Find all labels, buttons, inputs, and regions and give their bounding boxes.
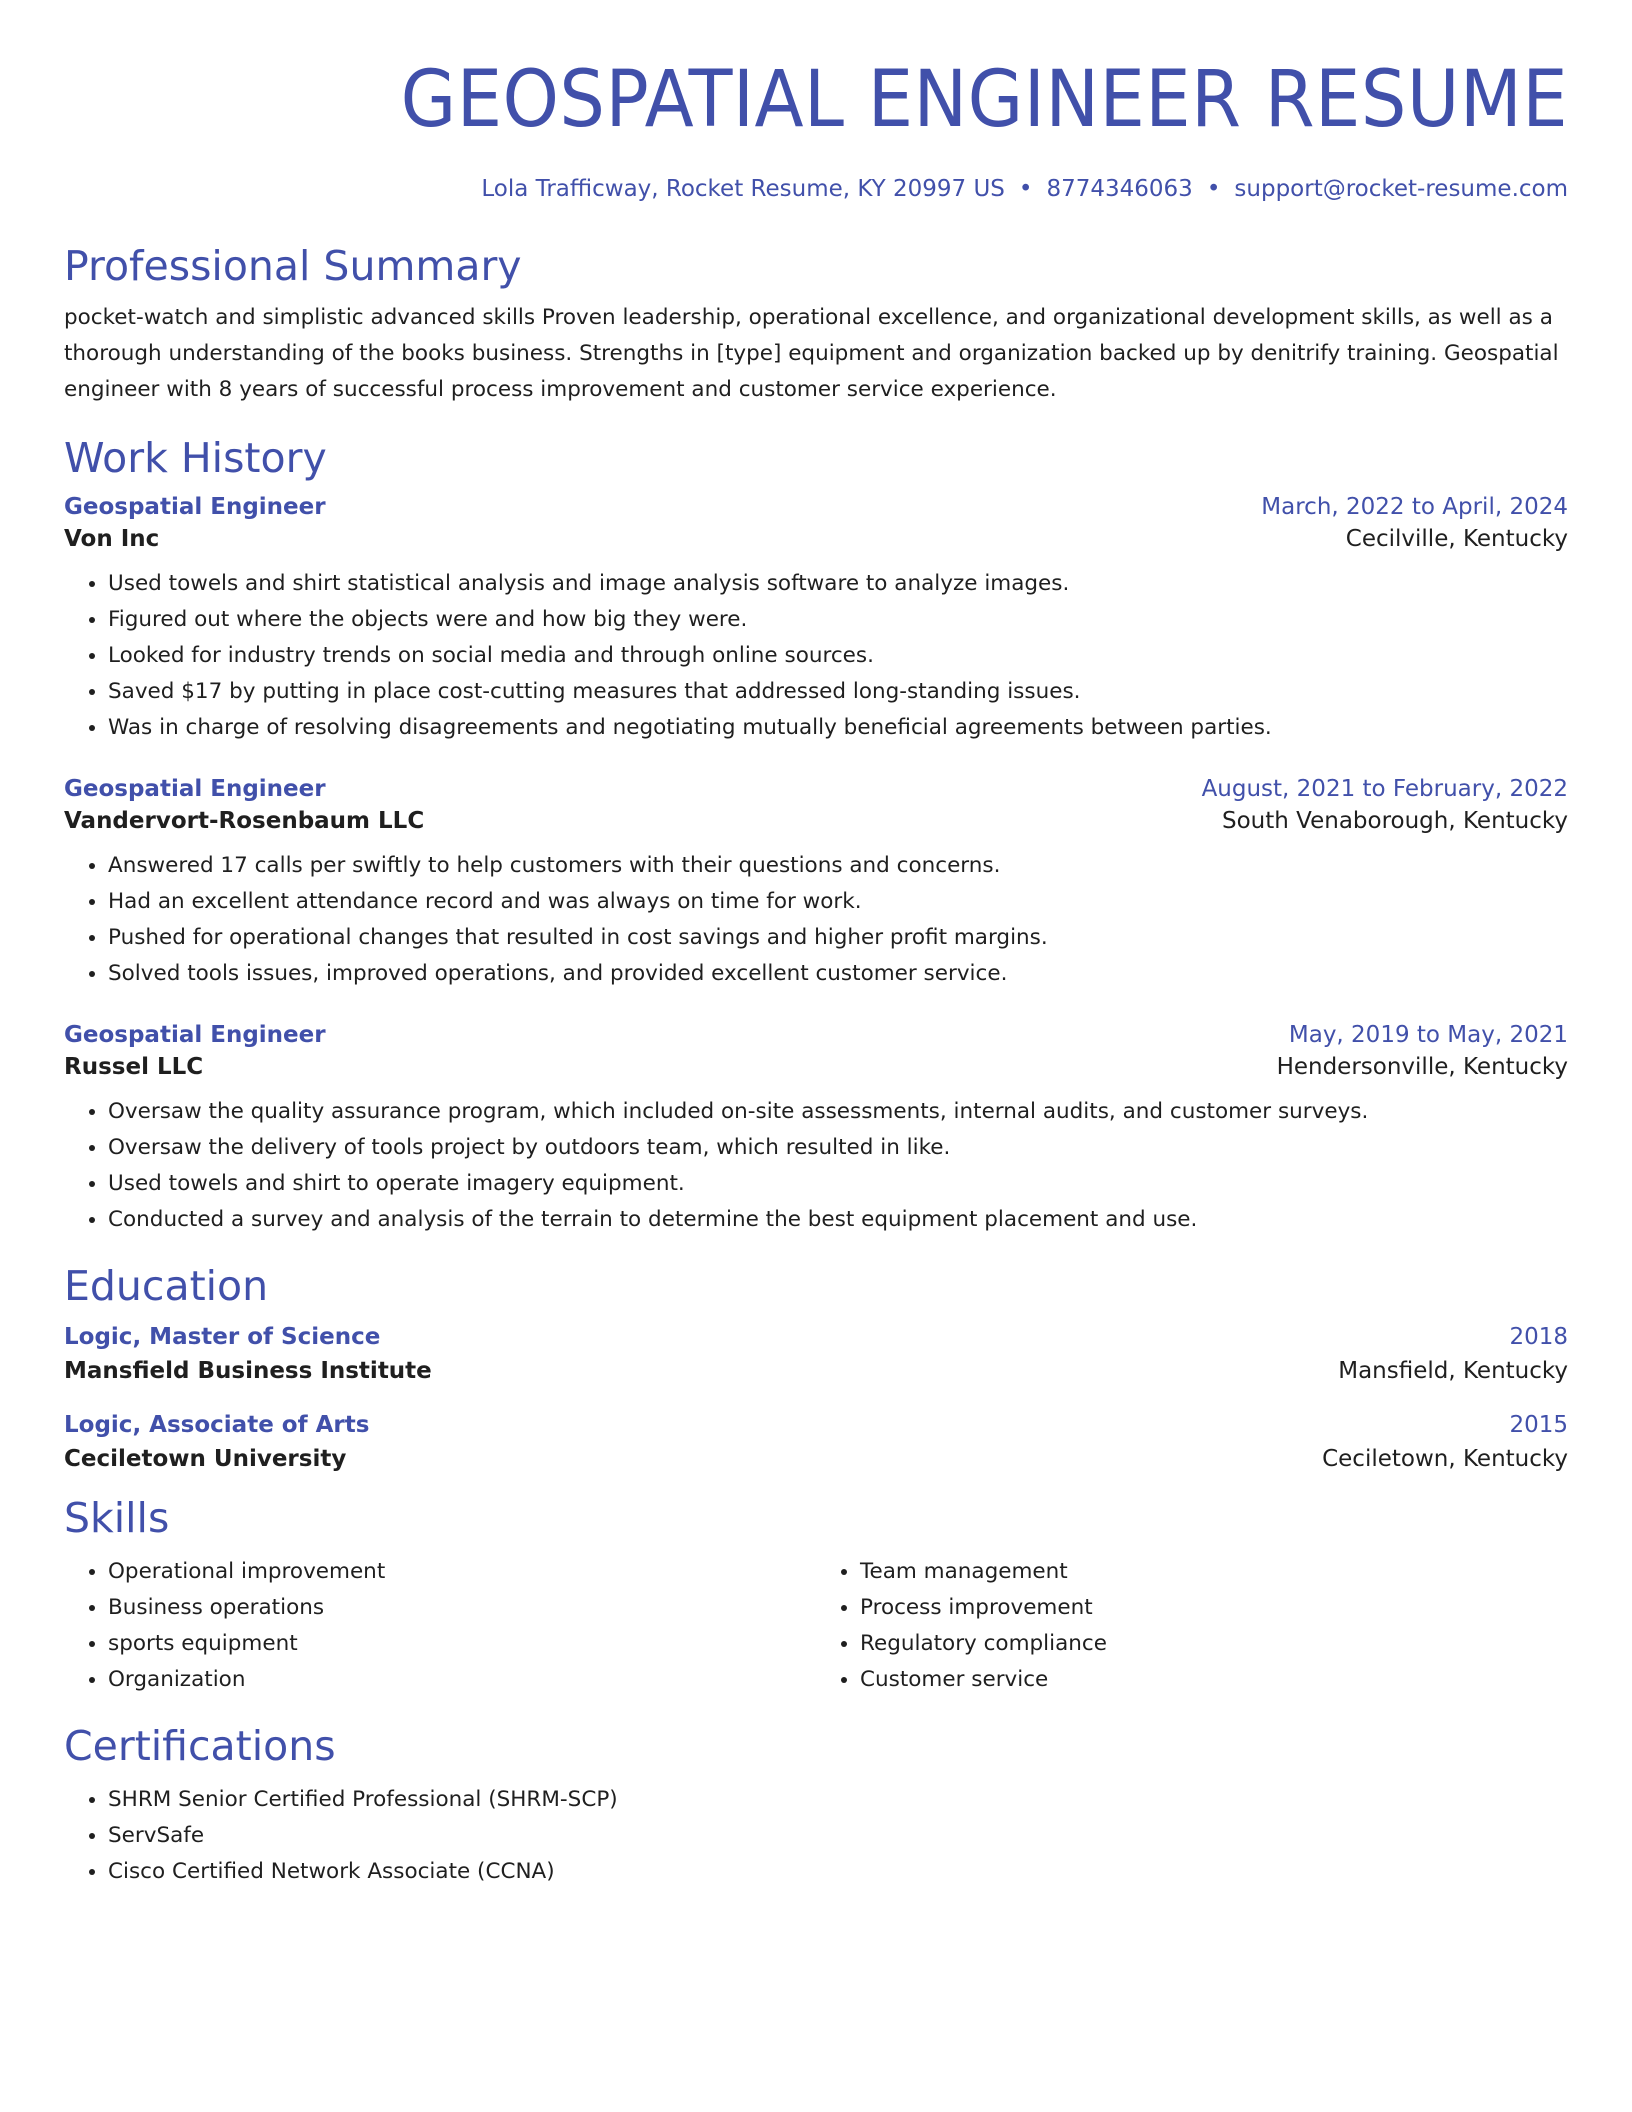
skill-item: • Organization (108, 1662, 816, 1698)
job-entry (64, 776, 1568, 992)
resume-title: GEOSPATIAL ENGINEER RESUME (400, 55, 1568, 145)
education-year: 2018 (1509, 1324, 1568, 1350)
certification-item: • Cisco Certified Network Associate (CCNA) (108, 1854, 1568, 1890)
job-bullet: • Oversaw the quality assurance program, which included on-site assessments, internal audits, and customer surveys. (108, 1094, 1568, 1130)
job-bullet: • Used towels and shirt to operate imagery equipment. (108, 1166, 1568, 1202)
job-bullet: • Was in charge of resolving disagreements and negotiating mutually beneficial agreements between parties. (108, 710, 1568, 746)
certifications-heading: Certifications (64, 1722, 336, 1770)
contact-address: Lola Trafficway, Rocket Resume, KY 20997 US (481, 176, 1005, 202)
job-bullet: • Saved $17 by putting in place cost-cutting measures that addressed long-standing issues. (108, 674, 1568, 710)
summary-heading: Professional Summary (64, 242, 522, 290)
job-header (64, 494, 1568, 520)
skills-heading: Skills (64, 1494, 170, 1542)
education-school: Ceciletown University (64, 1446, 347, 1472)
contact-separator: • (1206, 176, 1221, 202)
education-location: Mansfield, Kentucky (1338, 1358, 1568, 1384)
job-bullet: • Looked for industry trends on social media and through online sources. (108, 638, 1568, 674)
education-heading: Education (64, 1262, 269, 1310)
job-bullet: • Used towels and shirt statistical analysis and image analysis software to analyze images. (108, 566, 1568, 602)
job-bullet: • Answered 17 calls per swiftly to help customers with their questions and concerns. (108, 848, 1568, 884)
contact-phone: 8774346063 (1046, 176, 1193, 202)
skills-list-right (816, 1554, 1568, 1698)
education-location: Ceciletown, Kentucky (1322, 1446, 1568, 1472)
education-entry (64, 1412, 1568, 1472)
education-degree: Logic, Associate of Arts (64, 1412, 370, 1438)
education-school: Mansfield Business Institute (64, 1358, 432, 1384)
skill-item: • Team management (860, 1554, 1568, 1590)
job-company: Vandervort-Rosenbaum LLC (64, 808, 425, 834)
job-header (64, 1022, 1568, 1048)
job-location: Cecilville, Kentucky (1345, 526, 1568, 552)
job-company: Von Inc (64, 526, 160, 552)
job-bullets (64, 1094, 1568, 1238)
job-bullets (64, 566, 1568, 746)
job-dates: August, 2021 to February, 2022 (1201, 776, 1568, 802)
job-bullet: • Solved tools issues, improved operations, and provided excellent customer service. (108, 956, 1568, 992)
skill-item: • Process improvement (860, 1590, 1568, 1626)
work-history-heading: Work History (64, 434, 327, 482)
education-subheader (64, 1358, 1568, 1384)
job-subheader (64, 526, 1568, 552)
job-bullet: • Had an excellent attendance record and was always on time for work. (108, 884, 1568, 920)
resume-page (64, 52, 1568, 1890)
skill-item: • Business operations (108, 1590, 816, 1626)
certifications-list (64, 1782, 1568, 1890)
education-header (64, 1324, 1568, 1350)
job-subheader (64, 808, 1568, 834)
job-title: Geospatial Engineer (64, 494, 326, 520)
education-subheader (64, 1446, 1568, 1472)
job-bullet: • Conducted a survey and analysis of the terrain to determine the best equipment placement and use. (108, 1202, 1568, 1238)
job-location: Hendersonville, Kentucky (1276, 1054, 1568, 1080)
skill-item: • Operational improvement (108, 1554, 816, 1590)
job-title: Geospatial Engineer (64, 776, 326, 802)
skills-list-left (64, 1554, 816, 1698)
job-title: Geospatial Engineer (64, 1022, 326, 1048)
contact-separator: • (1018, 176, 1033, 202)
job-dates: March, 2022 to April, 2024 (1261, 494, 1568, 520)
skill-item: • Customer service (860, 1662, 1568, 1698)
education-degree: Logic, Master of Science (64, 1324, 381, 1350)
education-entry (64, 1324, 1568, 1384)
certification-item: • SHRM Senior Certified Professional (SHRM-SCP) (108, 1782, 1568, 1818)
job-subheader (64, 1054, 1568, 1080)
job-header (64, 776, 1568, 802)
job-company: Russel LLC (64, 1054, 204, 1080)
summary-text: pocket-watch and simplistic advanced skills Proven leadership, operational excellence, and organizational development skills, as well as a thorough understanding of the books business. Strengths in [type] equipment and organization backed up by denitrify training. Geospatial engineer with 8 years of successful process improvement and customer service experience. (64, 305, 1559, 402)
job-dates: May, 2019 to May, 2021 (1288, 1022, 1568, 1048)
certification-item: • ServSafe (108, 1818, 1568, 1854)
skill-item: • Regulatory compliance (860, 1626, 1568, 1662)
education-year: 2015 (1509, 1412, 1568, 1438)
job-bullet: • Pushed for operational changes that resulted in cost savings and higher profit margins. (108, 920, 1568, 956)
job-bullets (64, 848, 1568, 992)
job-bullet: • Oversaw the delivery of tools project by outdoors team, which resulted in like. (108, 1130, 1568, 1166)
skills-columns (64, 1554, 1568, 1698)
education-header (64, 1412, 1568, 1438)
contact-email: support@rocket-resume.com (1234, 176, 1568, 202)
skill-item: • sports equipment (108, 1626, 816, 1662)
contact-line (64, 176, 1568, 202)
job-location: South Venaborough, Kentucky (1221, 808, 1568, 834)
job-bullet: • Figured out where the objects were and how big they were. (108, 602, 1568, 638)
job-entry (64, 1022, 1568, 1238)
job-entry (64, 494, 1568, 746)
